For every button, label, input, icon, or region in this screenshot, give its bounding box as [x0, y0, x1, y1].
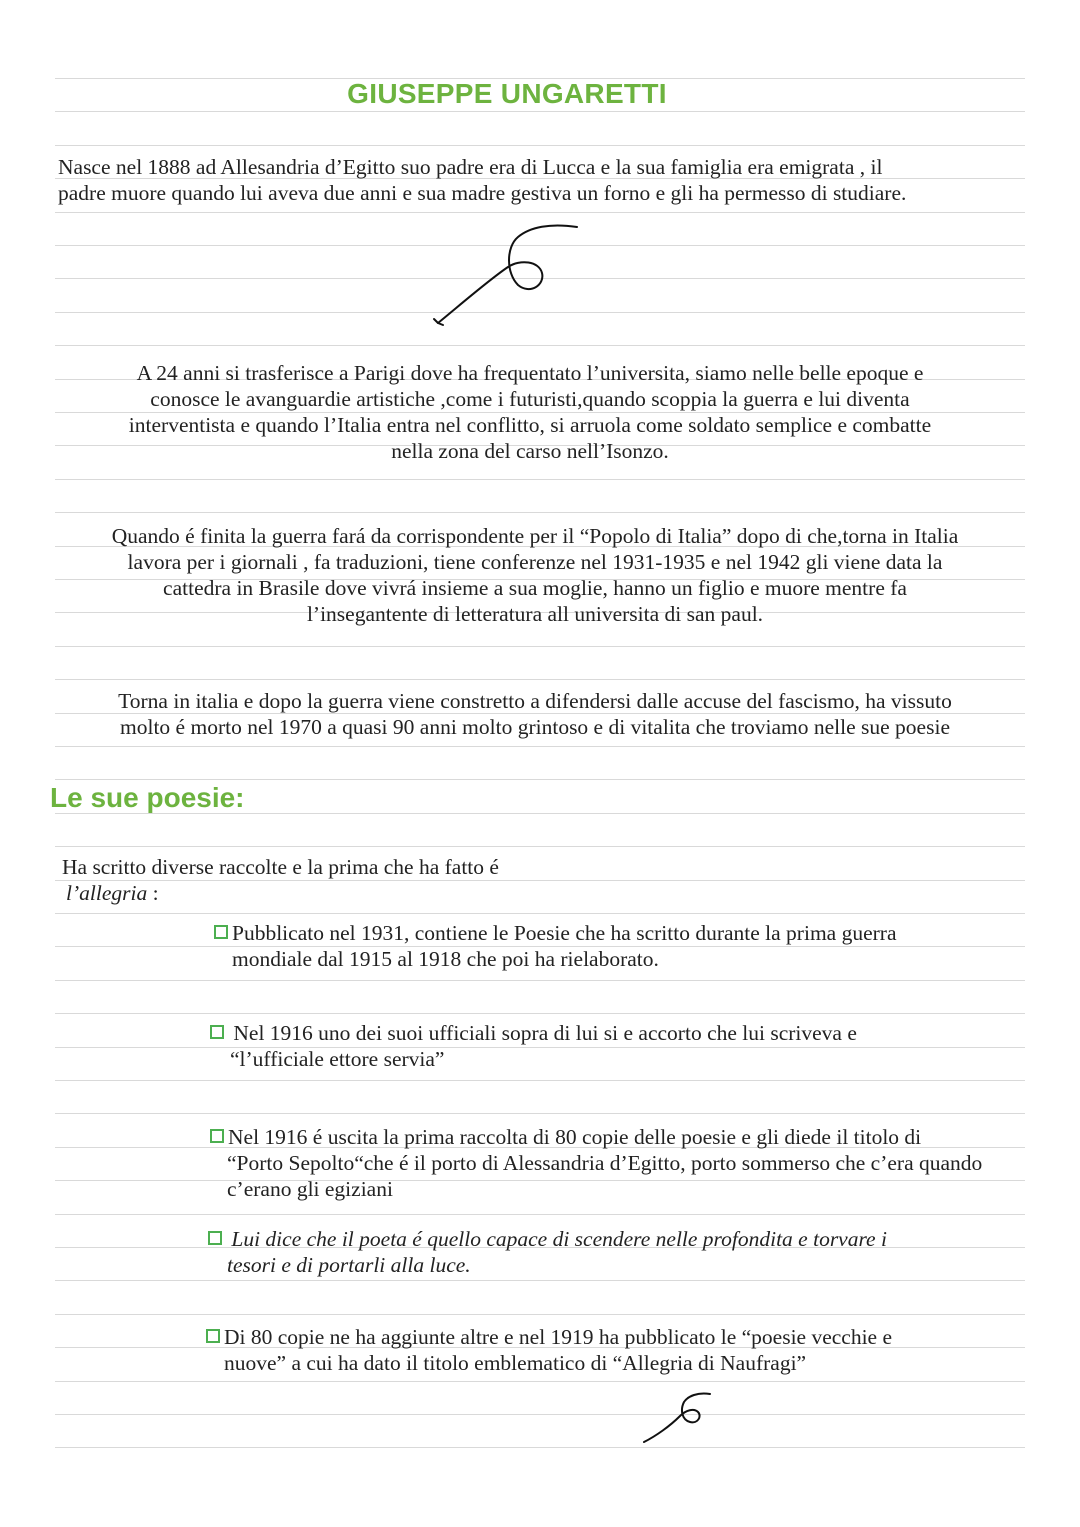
- paragraph-line: lavora per i giornali , fa traduzioni, tiene conferenze nel 1931-1935 e nel 1942 gli viene data la: [127, 550, 943, 574]
- paragraph-line: Quando é finita la guerra fará da corrispondente per il “Popolo di Italia” dopo di che,torna in Italia: [111, 524, 959, 548]
- bullet-line: “l’ufficiale ettore servia”: [230, 1047, 445, 1071]
- bullet-line: c’erano gli egiziani: [227, 1177, 393, 1201]
- bullet-item: [208, 1226, 1008, 1278]
- section-heading: Le sue poesie:: [50, 782, 245, 813]
- ruled-line: [55, 1280, 1025, 1281]
- ruled-line: [55, 1447, 1025, 1448]
- ruled-line: [55, 1013, 1025, 1014]
- paragraph-line: A 24 anni si trasferisce a Parigi dove ha frequentato l’universita, siamo nelle belle epoque e: [136, 361, 924, 385]
- checkbox-icon: [210, 1129, 224, 1143]
- bullet-item: [210, 1020, 1010, 1072]
- bullet-item: [210, 1124, 1030, 1202]
- ruled-line: [55, 913, 1025, 914]
- collection-title: l’allegria: [66, 881, 148, 905]
- ruled-line: [55, 1314, 1025, 1315]
- paragraph-line: molto é morto nel 1970 a quasi 90 anni molto grintoso e di vitalita che troviamo nelle sue poesie: [120, 715, 950, 739]
- handwritten-mark: [636, 1388, 716, 1446]
- paragraph-line: nella zona del carso nell’Isonzo.: [391, 439, 669, 463]
- bullet-line: Pubblicato nel 1931, contiene le Poesie che ha scritto durante la prima guerra: [232, 921, 897, 945]
- paragraph-4: [40, 688, 1030, 740]
- ruled-line: [55, 111, 1025, 112]
- ruled-line: [55, 145, 1025, 146]
- ruled-line: [55, 980, 1025, 981]
- ruled-line: [55, 479, 1025, 480]
- ruled-line: [55, 646, 1025, 647]
- bullet-line: Di 80 copie ne ha aggiunte altre e nel 1919 ha pubblicato le “poesie vecchie e: [224, 1325, 893, 1349]
- bullet-line: Lui dice che il poeta é quello capace di scendere nelle profondita e torvare i: [226, 1227, 887, 1251]
- paragraph-line: padre muore quando lui aveva due anni e sua madre gestiva un forno e gli ha permesso di studiare.: [58, 181, 907, 205]
- ruled-line: [55, 679, 1025, 680]
- paragraph-line: conosce le avanguardie artistiche ,come i futuristi,quando scoppia la guerra e lui diventa: [150, 387, 910, 411]
- intro-suffix: :: [147, 881, 159, 905]
- bullet-line: tesori e di portarli alla luce.: [227, 1253, 471, 1277]
- ruled-line: [55, 1214, 1025, 1215]
- ruled-line: [55, 512, 1025, 513]
- ruled-line: [55, 846, 1025, 847]
- paragraph-3: [40, 523, 1030, 627]
- paragraph-line: cattedra in Brasile dove vivrá insieme a sua moglie, hanno un figlio e muore mentre fa: [163, 576, 907, 600]
- ruled-line: [55, 1113, 1025, 1114]
- ruled-line: [55, 1080, 1025, 1081]
- paragraph-1: [58, 154, 1018, 206]
- paragraph-line: l’insegantente di letteratura all universita di san paul.: [306, 602, 764, 626]
- bullet-line: “Porto Sepolto“che é il porto di Alessandria d’Egitto, porto sommerso che c’era quando: [227, 1151, 983, 1175]
- bullet-line: Nel 1916 uno dei suoi ufficiali sopra di lui si e accorto che lui scriveva e: [228, 1021, 857, 1045]
- bullet-line: nuove” a cui ha dato il titolo emblematico di “Allegria di Naufragi”: [224, 1351, 807, 1375]
- poems-intro: [62, 854, 962, 906]
- checkbox-icon: [214, 925, 228, 939]
- intro-line: [66, 880, 962, 906]
- ruled-line: [55, 779, 1025, 780]
- bullet-item: [214, 920, 1014, 972]
- ruled-line: [55, 1414, 1025, 1415]
- intro-line: Ha scritto diverse raccolte e la prima che ha fatto é: [62, 855, 499, 879]
- bullet-line: Nel 1916 é uscita la prima raccolta di 80 copie delle poesie e gli diede il titolo di: [228, 1125, 922, 1149]
- checkbox-icon: [210, 1025, 224, 1039]
- checkbox-icon: [206, 1329, 220, 1343]
- bullet-line: mondiale dal 1915 al 1918 che poi ha rielaborato.: [232, 947, 659, 971]
- paragraph-2: [60, 360, 1000, 464]
- ruled-line: [55, 212, 1025, 213]
- handwritten-mark: [420, 215, 590, 335]
- bullet-item: [206, 1324, 1006, 1376]
- ruled-line: [55, 345, 1025, 346]
- checkbox-icon: [208, 1231, 222, 1245]
- ruled-line: [55, 746, 1025, 747]
- paragraph-line: interventista e quando l’Italia entra nel conflitto, si arruola come soldato semplice e combatte: [128, 413, 932, 437]
- page-title: GIUSEPPE UNGARETTI: [347, 78, 667, 109]
- ruled-line: [55, 1381, 1025, 1382]
- paragraph-line: Torna in italia e dopo la guerra viene constretto a difendersi dalle accuse del fascismo, ha vissuto: [118, 689, 952, 713]
- paragraph-line: Nasce nel 1888 ad Allesandria d’Egitto suo padre era di Lucca e la sua famiglia era emigrata , il: [58, 155, 883, 179]
